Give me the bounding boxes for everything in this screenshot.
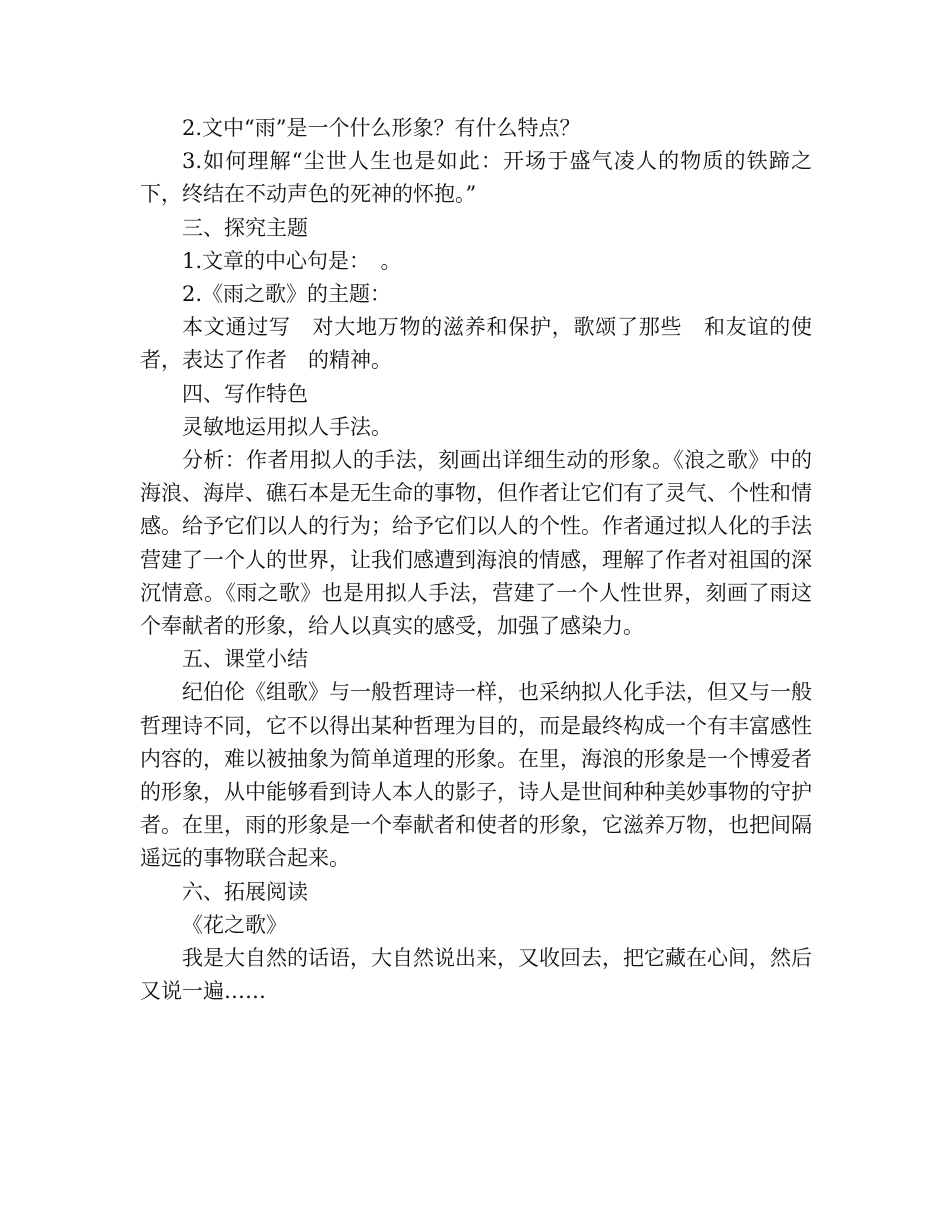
theme-paragraph: 本文通过写 对大地万物的滋养和保护，歌颂了那些 和友谊的使者，表达了作者 的精神。 [140, 315, 812, 373]
section-heading-writing-features: 四、写作特色 [182, 381, 308, 406]
section-heading-explore-theme: 三、探究主题 [182, 215, 308, 240]
reading-excerpt: 我是大自然的话语，大自然说出来，又收回去，把它藏在心间，然后又说一遍…… [140, 946, 812, 1004]
writing-feature-summary: 灵敏地运用拟人手法。 [182, 414, 392, 439]
reading-title: 《花之歌》 [182, 912, 287, 937]
item-theme: 2.《雨之歌》的主题： [182, 282, 392, 307]
document-page [140, 112, 812, 1008]
question-3: 3.如何理解“尘世人生也是如此：开场于盛气凌人的物质的铁蹄之下，终结在不动声色的死神的怀抱。” [140, 149, 812, 207]
section-heading-class-summary: 五、课堂小结 [182, 647, 308, 672]
section-heading-extended-reading: 六、拓展阅读 [182, 879, 308, 904]
analysis-paragraph: 分析：作者用拟人的手法，刻画出详细生动的形象。《浪之歌》中的海浪、海岸、礁石本是无生命的事物，但作者让它们有了灵气、个性和情感。给予它们以人的行为；给予它们以人的个性。作者通过拟人化的手法营建了一个人的世界，让我们感遭到海浪的情感，理解了作者对祖国的深沉情意。《雨之歌》也是用拟人手法，营建了一个人性世界，刻画了雨这个奉献者的形象，给人以真实的感受，加强了感染力。 [140, 448, 812, 639]
class-summary-paragraph: 纪伯伦《组歌》与一般哲理诗一样，也采纳拟人化手法，但又与一般哲理诗不同，它不以得出某种哲理为目的，而是最终构成一个有丰富感性内容的，难以被抽象为简单道理的形象。在里，海浪的形象是一个博爱者的形象，从中能够看到诗人本人的影子，诗人是世间种种美妙事物的守护者。在里，雨的形象是一个奉献者和使者的形象，它滋养万物，也把间隔遥远的事物联合起来。 [140, 680, 812, 871]
item-central-sentence: 1.文章的中心句是： 。 [182, 248, 402, 273]
question-2: 2.文中“雨”是一个什么形象？有什么特点？ [182, 116, 581, 140]
